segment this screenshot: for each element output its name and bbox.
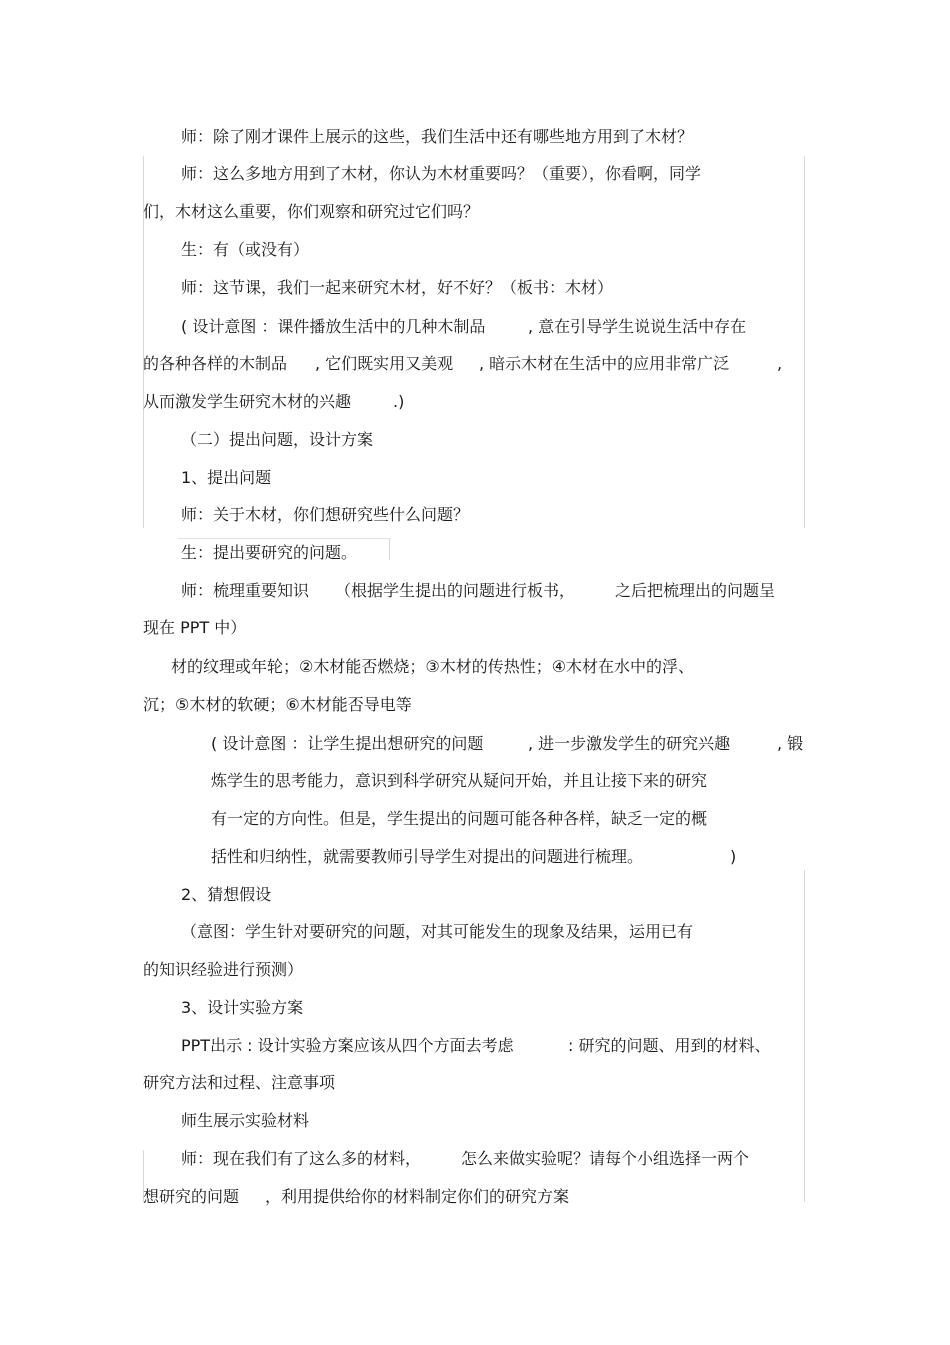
text-line: 炼学生的思考能力，意识到科学研究从疑问开始，并且让接下来的研究 <box>211 771 708 790</box>
text-line: 师：这节课，我们一起来研究木材，好不好？（板书：木材） <box>181 278 614 297</box>
text-line: 生：有（或没有） <box>181 240 310 259</box>
section-heading: （二）提出问题，设计方案 <box>181 430 374 449</box>
right-rule-bottom <box>804 870 805 1202</box>
text-line: 从而激发学生研究木材的兴趣 <box>143 392 352 411</box>
text-line: 生：提出要研究的问题。 <box>181 543 358 562</box>
subsection-heading: 1、提出问题 <box>181 468 272 487</box>
text-line: , 意在引导学生说说生活中存在 <box>528 317 747 336</box>
text-line: 的知识经验进行预测） <box>143 960 304 979</box>
text-line: 想研究的问题 <box>143 1187 240 1206</box>
text-line: 们，木材这么重要，你们观察和研究过它们吗？ <box>143 202 480 221</box>
text-line: , 暗示木材在生活中的应用非常广泛 <box>479 354 730 373</box>
text-line: （意图：学生针对要研究的问题，对其可能发生的现象及结果，运用已有 <box>181 922 694 941</box>
short-rule <box>389 538 390 560</box>
text-line: （根据学生提出的问题进行板书， <box>335 581 576 600</box>
right-rule-top <box>804 156 805 528</box>
text-line: 括性和归纳性，就需要教师引导学生对提出的问题进行梳理。 <box>211 847 644 866</box>
text-line: 师：梳理重要知识 <box>181 581 310 600</box>
text-line: 的各种各样的木制品 <box>143 354 288 373</box>
subsection-heading: 2、猜想假设 <box>181 885 272 904</box>
text-line: : 研究的问题、用到的材料、 <box>568 1036 771 1055</box>
text-line: PPT出示 : 设计实验方案应该从四个方面去考虑 <box>181 1036 514 1055</box>
text-line: 怎么来做实验呢？请每个小组选择一两个 <box>461 1149 750 1168</box>
text-line: ，利用提供给你的材料制定你们的研究方案 <box>265 1187 570 1206</box>
text-line: 材的纹理或年轮；②木材能否燃烧；③木材的传热性；④木材在水中的浮、 <box>171 657 695 676</box>
text-line: 研究方法和过程、注意事项 <box>143 1073 336 1092</box>
text-line: 有一定的方向性。但是，学生提出的问题可能各种各样，缺乏一定的概 <box>211 809 708 828</box>
text-line: , 它们既实用又美观 <box>315 354 454 373</box>
text-line: 师：现在我们有了这么多的材料， <box>181 1149 422 1168</box>
text-line: ( 设计意图 ：让学生提出想研究的问题 <box>211 734 484 753</box>
text-line: , 锻 <box>777 734 804 753</box>
text-line: 师：除了刚才课件上展示的这些，我们生活中还有哪些地方用到了木材？ <box>181 127 694 146</box>
text-line: 现在 PPT 中） <box>143 618 247 637</box>
text-line: 师生展示实验材料 <box>181 1111 310 1130</box>
short-hrule <box>178 538 390 539</box>
text-line: 师：这么多地方用到了木材，你认为木材重要吗？（重要），你看啊，同学 <box>181 164 702 183</box>
text-line: 沉；⑤木材的软硬；⑥木材能否导电等 <box>143 695 412 714</box>
text-line: .) <box>393 392 405 411</box>
text-line: 师：关于木材，你们想研究些什么问题？ <box>181 505 470 524</box>
text-line: , <box>777 354 783 373</box>
text-line: ( 设计意图 ：课件播放生活中的几种木制品 <box>181 317 486 336</box>
text-line: ) <box>730 847 737 866</box>
subsection-heading: 3、设计实验方案 <box>181 998 304 1017</box>
text-line: 之后把梳理出的问题呈 <box>615 581 776 600</box>
text-line: , 进一步激发学生的研究兴趣 <box>528 734 731 753</box>
